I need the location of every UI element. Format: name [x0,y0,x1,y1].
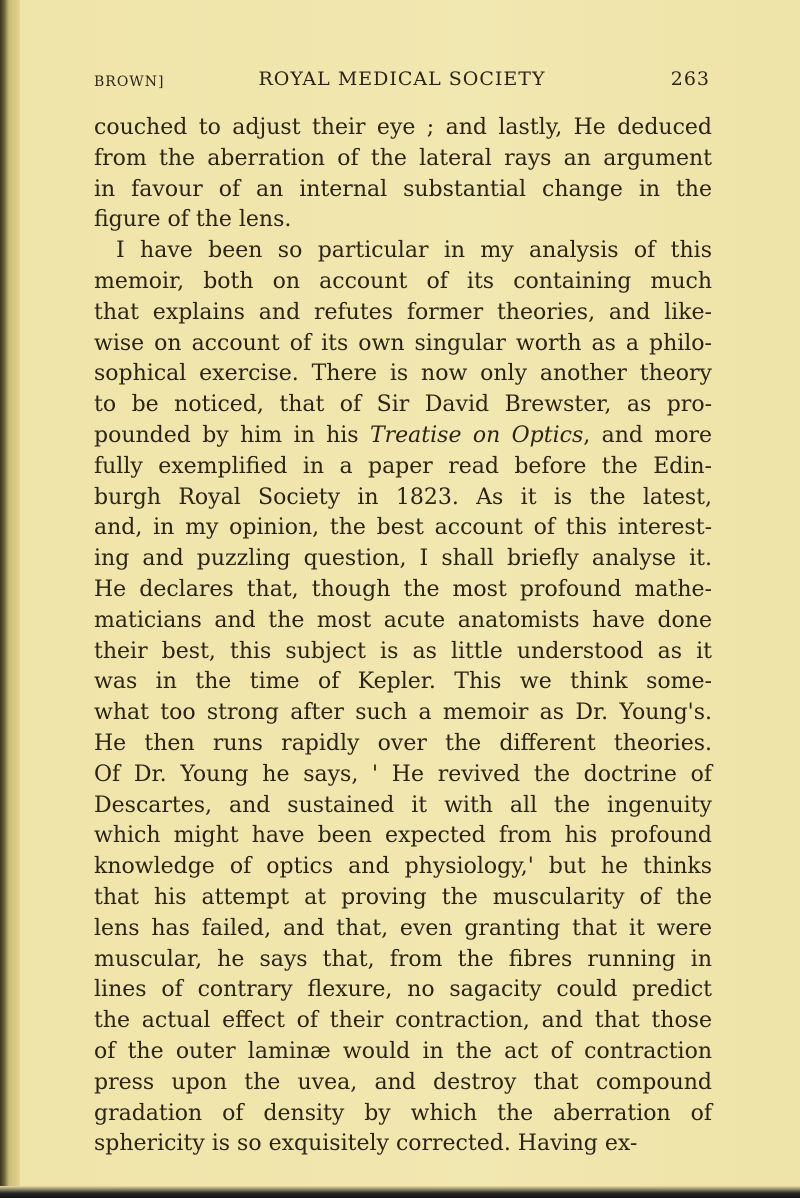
text-line: was in the time of Kepler. This we think some- [94,669,712,695]
page-bottom-edge [0,1186,800,1198]
text-segment: pounded by him in his [94,422,370,448]
text-line: from the aberration of the lateral rays an argument [94,145,712,171]
page-number: 263 [670,68,710,90]
text-line: memoir, both on account of its containing much [94,268,712,294]
text-line: of the outer laminæ would in the act of contraction [94,1038,712,1064]
text-line: figure of the lens. [94,207,292,233]
text-line: and, in my opinion, the best account of this interest- [94,515,712,541]
text-line: sophical exercise. There is now only another theory [94,361,712,387]
body-text [94,113,712,1160]
text-line [94,421,712,452]
text-line: sphericity is so exquisitely corrected. Having ex- [94,1131,638,1157]
text-line: maticians and the most acute anatomists have done [94,607,712,633]
header-author: BROWN] [94,74,165,90]
text-line: which might have been expected from his profound [94,823,712,849]
header-title: ROYAL MEDICAL SOCIETY [258,68,546,90]
text-line: Of Dr. Young he says, ' He revived the doctrine of [94,761,712,787]
text-line: He declares that, though the most profound mathe- [94,576,712,602]
text-segment: , and more [583,422,712,448]
text-line: ing and puzzling question, I shall briefly analyse it. [94,546,712,572]
page-gutter [0,0,20,1198]
text-line: I have been so particular in my analysis of this [116,238,712,264]
running-header [94,68,710,92]
text-line: to be noticed, that of Sir David Brewster, as pro- [94,392,712,418]
text-line: muscular, he says that, from the fibres running in [94,946,712,972]
text-line: lines of contrary flexure, no sagacity could predict [94,977,712,1003]
text-line: lens has failed, and that, even granting that it were [94,915,712,941]
text-line: He then runs rapidly over the different theories. [94,730,712,756]
text-line: in favour of an internal substantial change in the [94,176,712,202]
text-line: Descartes, and sustained it with all the ingenuity [94,792,712,818]
text-line: gradation of density by which the aberration of [94,1100,712,1126]
text-line: that explains and refutes former theories, and like- [94,299,712,325]
text-line: their best, this subject is as little understood as it [94,638,712,664]
text-line: press upon the uvea, and destroy that compound [94,1069,712,1095]
book-title: Treatise on Optics [369,422,584,448]
text-line: that his attempt at proving the muscularity of the [94,884,712,910]
text-line: fully exemplified in a paper read before the Edin- [94,453,712,479]
text-line: wise on account of its own singular worth as a philo- [94,330,712,356]
text-line: knowledge of optics and physiology,' but he thinks [94,854,712,880]
text-line: couched to adjust their eye ; and lastly, He deduced [94,115,712,140]
text-line: the actual effect of their contraction, and that those [94,1008,712,1034]
text-line: burgh Royal Society in 1823. As it is the latest, [94,484,712,510]
text-line: what too strong after such a memoir as Dr. Young's. [94,700,712,726]
